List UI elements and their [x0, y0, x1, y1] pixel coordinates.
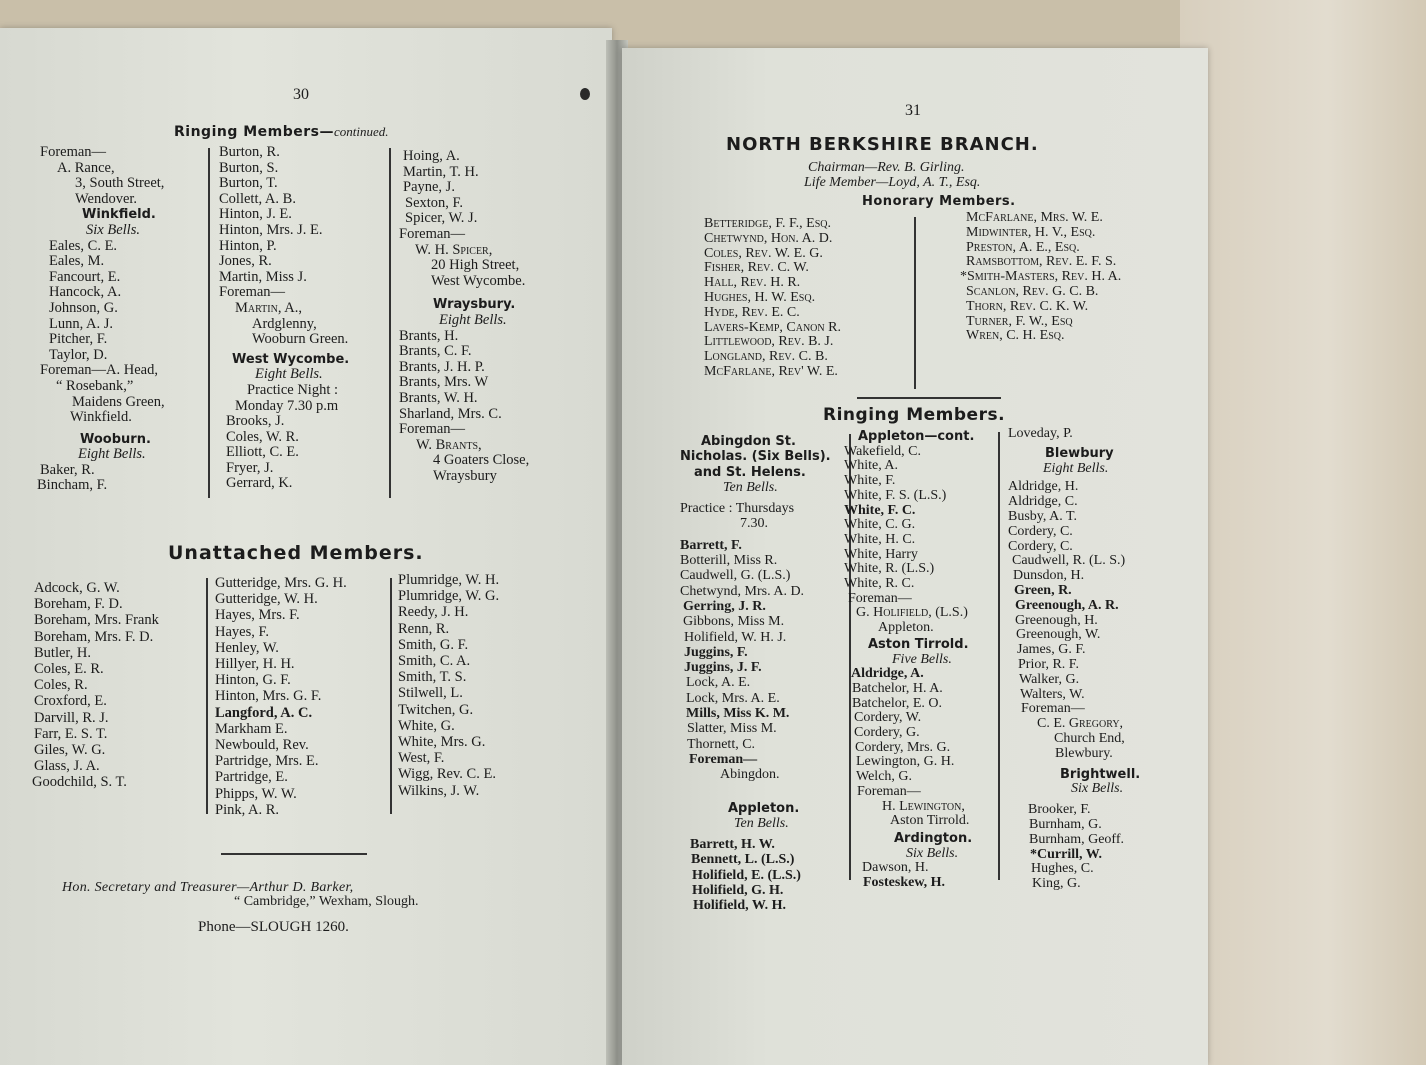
list-item: W. H. Spicer, [415, 241, 493, 258]
list-item: Brants, J. H. P. [399, 358, 485, 375]
list-item: Sharland, Mrs. C. [399, 405, 502, 422]
list-item: Hinton, J. E. [219, 206, 292, 223]
list-item: Baker, R. [40, 461, 95, 478]
list-item: White, F. C. [844, 502, 916, 518]
bells-note: Eight Bells. [255, 366, 323, 383]
list-item: Loveday, P. [1008, 426, 1073, 441]
list-item: G. Holifield, (L.S.) [856, 605, 968, 621]
list-item: Spicer, W. J. [405, 210, 478, 227]
list-item: Smith, C. A. [398, 653, 471, 670]
list-item: Brants, Mrs. W [399, 374, 489, 391]
list-item: Gutteridge, Mrs. G. H. [215, 575, 347, 591]
list-item: Darvill, R. J. [34, 709, 109, 726]
list-item: H. Lewington, [882, 798, 965, 814]
list-item: 3, South Street, [75, 175, 165, 192]
list-item: White, F. [844, 473, 896, 489]
list-item: Slatter, Miss M. [687, 721, 777, 737]
bells-note: Eight Bells. [439, 311, 507, 328]
tower-heading: Appleton. [728, 800, 800, 816]
list-item: Juggins, F. [684, 644, 748, 660]
list-item: Brooks, J. [226, 413, 285, 430]
tower-heading: West Wycombe. [232, 351, 350, 367]
list-item: White, H. C. [844, 531, 916, 547]
list-item: Langford, A. C. [215, 704, 313, 721]
list-item: Fryer, J. [226, 459, 274, 476]
page-number-left: 30 [293, 86, 309, 103]
ringing-members-continued-heading [174, 124, 389, 140]
ringing-heading-text: Ringing Members— [174, 124, 334, 140]
list-item: Foreman— [848, 590, 912, 606]
tower-heading [844, 430, 999, 445]
list-item: Goodchild, S. T. [32, 774, 127, 791]
secretary-line-1: Hon. Secretary and Treasurer—Arthur D. Barker, [62, 880, 354, 895]
list-item: Burton, S. [219, 159, 279, 176]
list-item: Cordery, Mrs. G. [855, 739, 951, 755]
list-item: W. Brants, [416, 436, 482, 453]
list-item: Batchelor, H. A. [852, 680, 943, 696]
staple-hole-left [580, 88, 590, 100]
list-item: Hayes, Mrs. F. [215, 607, 300, 624]
footer-rule [221, 853, 367, 855]
list-item: Partridge, Mrs. E. [215, 753, 319, 770]
list-item: Aldridge, A. [851, 666, 924, 682]
list-item: White, G. [398, 717, 455, 734]
list-item: Ardglenny, [252, 315, 317, 332]
list-item: Martin, Miss J. [219, 268, 307, 285]
list-item: Cordery, W. [854, 710, 922, 726]
list-item: Farr, E. S. T. [34, 725, 108, 742]
bells-note: Six Bells. [906, 845, 959, 861]
column-divider [390, 578, 392, 814]
list-item: Bincham, F. [37, 477, 108, 494]
list-item: Turner, F. W., Esq [966, 313, 1073, 329]
list-item: Foreman— [689, 751, 758, 767]
ringing-column-1 [37, 144, 205, 494]
honorary-members-heading: Honorary Members. [862, 194, 1016, 209]
list-item: Abingdon. [720, 767, 780, 783]
list-item: Holifield, W. H. [693, 898, 786, 914]
chairman-line: Chairman—Rev. B. Girling. [808, 160, 965, 175]
tower-heading: Aston Tirrold. [868, 636, 969, 652]
tower-heading: Abingdon St. [701, 434, 796, 449]
list-item: Chetwynd, Hon. A. D. [704, 230, 833, 246]
list-item: Holifield, G. H. [692, 883, 784, 899]
list-item: Hinton, P. [219, 237, 277, 254]
list-item: Johnson, G. [49, 299, 118, 316]
list-item: Prior, R. F. [1018, 656, 1079, 672]
list-item: Brooker, F. [1028, 802, 1091, 818]
list-item: Martin, A., [235, 299, 303, 316]
tower-heading: and St. Helens. [694, 464, 806, 480]
list-item: Foreman— [857, 783, 921, 799]
ringing-column-3 [399, 149, 579, 484]
list-item: Boreham, F. D. [34, 596, 123, 613]
list-item: Hoing, A. [403, 148, 460, 164]
list-item: Foreman—A. Head, [40, 362, 158, 379]
list-item: Renn, R. [398, 620, 450, 637]
list-item: Smith, G. F. [398, 636, 469, 653]
section-rule [857, 397, 1001, 399]
list-item: Plumridge, W. H. [398, 572, 500, 588]
list-item: Batchelor, E. O. [852, 695, 943, 711]
list-item: Lunn, A. J. [49, 315, 114, 332]
bells-note: Eight Bells. [78, 446, 146, 463]
list-item: Butler, H. [34, 644, 92, 661]
branch-title: NORTH BERKSHIRE BRANCH. [726, 134, 1039, 155]
list-item: Hillyer, H. H. [215, 656, 295, 673]
list-item: Wigg, Rev. C. E. [398, 766, 496, 783]
list-item: Wendover. [75, 190, 138, 207]
list-item: C. E. Gregory, [1037, 716, 1124, 732]
list-item: Chetwynd, Mrs. A. D. [680, 583, 805, 599]
list-item: Littlewood, Rev. B. J. [704, 334, 834, 350]
list-item: Eales, C. E. [49, 237, 118, 254]
bells-note: Six Bells. [1071, 781, 1124, 797]
bells-note: Six Bells. [86, 221, 140, 238]
list-item: Pink, A. R. [215, 801, 280, 818]
practice-note: 7.30. [740, 516, 768, 532]
list-item: Markham E. [215, 720, 288, 737]
tower-heading: Ardington. [894, 830, 973, 846]
list-item: Wraysbury [433, 467, 497, 484]
tower-heading: Wooburn. [80, 431, 151, 447]
list-item: Cordery, G. [854, 725, 920, 741]
list-item: Wakefield, C. [844, 443, 922, 459]
list-item: Greenough, W. [1016, 627, 1101, 643]
list-item: Partridge, E. [215, 769, 288, 786]
tower-heading-text: Appleton—cont. [858, 429, 975, 444]
list-item: Gutteridge, W. H. [215, 591, 318, 608]
list-item: Thorn, Rev. C. K. W. [966, 298, 1089, 314]
list-item: Thornett, C. [687, 736, 756, 752]
list-item: Green, R. [1014, 582, 1072, 598]
list-item: Bennett, L. (L.S.) [691, 852, 795, 868]
practice-note: Monday 7.30 p.m [235, 397, 339, 414]
list-item: Cordery, C. [1008, 523, 1073, 539]
list-item: Adcock, G. W. [34, 580, 120, 596]
list-item: West, F. [398, 750, 445, 767]
list-item: Lewington, G. H. [856, 754, 955, 770]
list-item: “ Rosebank,” [56, 377, 134, 394]
list-item: Burton, T. [219, 175, 278, 192]
list-item: Foreman— [40, 144, 107, 160]
list-item: 4 Goaters Close, [433, 452, 530, 469]
list-item: Twitchen, G. [398, 701, 474, 718]
list-item: White, C. G. [844, 517, 916, 533]
list-item: White, R. (L.S.) [844, 561, 935, 577]
list-item: Preston, A. E., Esq. [966, 239, 1080, 255]
list-item: Burton, R. [219, 144, 280, 160]
list-item: Hyde, Rev. E. C. [704, 304, 800, 320]
list-item: Boreham, Mrs. Frank [34, 612, 159, 629]
list-item: Newbould, Rev. [215, 737, 309, 754]
list-item: King, G. [1032, 876, 1081, 892]
tower-heading: Blewbury [1045, 445, 1114, 461]
list-item: Wren, C. H. Esq. [966, 328, 1065, 344]
list-item: Gerring, J. R. [683, 598, 766, 614]
list-item: *Smith-Masters, Rev. H. A. [960, 269, 1122, 285]
list-item: Dawson, H. [862, 860, 929, 876]
list-item: Brants, W. H. [399, 389, 478, 406]
list-item: Hinton, Mrs. G. F. [215, 688, 322, 705]
list-item: Caudwell, G. (L.S.) [680, 568, 791, 584]
bells-note: Five Bells. [892, 651, 952, 667]
list-item: Croxford, E. [34, 693, 107, 710]
honorary-column-2 [960, 210, 1166, 344]
list-item: Taylor, D. [49, 346, 108, 363]
list-item: Elliott, C. E. [226, 444, 299, 461]
column-divider [206, 578, 208, 814]
practice-note: Practice : Thursdays [680, 501, 795, 517]
list-item: Barrett, F. [680, 537, 742, 553]
list-item: Aldridge, H. [1008, 479, 1079, 495]
list-item: Barrett, H. W. [690, 837, 775, 853]
list-item: Aston Tirrold. [890, 813, 970, 829]
list-item: Hughes, C. [1031, 861, 1094, 877]
list-item: Plumridge, W. G. [398, 588, 500, 605]
list-item: Collett, A. B. [219, 190, 296, 207]
list-item: Eales, M. [49, 253, 105, 270]
list-item: Coles, W. R. [226, 428, 299, 445]
list-item: Wilkins, J. W. [398, 782, 480, 799]
ringing-column-2 [219, 145, 389, 492]
list-item: Payne, J. [403, 179, 455, 196]
ringing-column-abingdon [680, 434, 840, 914]
list-item: Gerrard, K. [226, 475, 293, 492]
list-item: Reedy, J. H. [398, 604, 469, 621]
ringing-column-blewbury [1008, 427, 1173, 892]
list-item: Midwinter, H. V., Esq. [966, 224, 1096, 240]
list-item: Foreman— [1021, 701, 1085, 717]
list-item: Foreman— [399, 225, 466, 242]
phone-line: Phone—SLOUGH 1260. [198, 919, 349, 935]
column-divider [208, 148, 210, 498]
list-item: Coles, E. R. [34, 661, 104, 678]
list-item: Ramsbottom, Rev. E. F. S. [966, 254, 1117, 270]
list-item: Aldridge, C. [1008, 494, 1078, 510]
list-item: 20 High Street, [431, 257, 520, 274]
page-number-right: 31 [905, 102, 921, 119]
list-item: Wooburn Green. [252, 331, 349, 348]
list-item: Smith, T. S. [398, 669, 467, 686]
list-item: White, A. [844, 458, 899, 474]
list-item: Scanlon, Rev. G. C. B. [966, 283, 1099, 299]
tower-heading: Nicholas. (Six Bells). [680, 449, 831, 465]
list-item: Hinton, Mrs. J. E. [219, 221, 323, 238]
list-item: *Currill, W. [1030, 846, 1102, 862]
bells-note: Ten Bells. [734, 815, 789, 831]
list-item: Stilwell, L. [398, 685, 463, 702]
honorary-column-1 [704, 217, 909, 380]
list-item: Brants, C. F. [399, 343, 472, 360]
tower-heading: Winkfield. [82, 207, 156, 223]
practice-note: Practice Night : [247, 381, 339, 398]
list-item: Caudwell, R. (L. S.) [1012, 553, 1126, 569]
list-item: Burnham, Geoff. [1029, 831, 1124, 847]
list-item: Busby, A. T. [1008, 508, 1077, 524]
list-item: Coles, Rev. W. E. G. [704, 245, 823, 261]
list-item: Blewbury. [1055, 745, 1113, 761]
list-item: Greenough, A. R. [1015, 597, 1119, 613]
list-item: Mills, Miss K. M. [686, 706, 790, 722]
list-item: Fisher, Rev. C. W. [704, 260, 809, 276]
list-item: Hall, Rev. H. R. [704, 275, 801, 291]
list-item: Lock, Mrs. A. E. [686, 690, 780, 706]
list-item: White, F. S. (L.S.) [844, 487, 947, 503]
unattached-members-heading: Unattached Members. [168, 542, 424, 564]
column-divider [389, 148, 391, 498]
list-item: McFarlane, Rev' W. E. [704, 363, 838, 379]
list-item: Walters, W. [1020, 686, 1085, 702]
list-item: Fancourt, E. [49, 268, 121, 285]
list-item: McFarlane, Mrs. W. E. [966, 210, 1103, 225]
list-item: White, R. C. [844, 576, 915, 592]
column-divider [914, 217, 916, 389]
ringing-heading-continued: continued. [334, 124, 389, 139]
list-item: Cordery, C. [1008, 538, 1073, 554]
list-item: Foreman— [219, 284, 286, 301]
list-item: White, Harry [844, 546, 918, 562]
list-item: Winkfield. [70, 409, 132, 426]
list-item: James, G. F. [1017, 642, 1086, 658]
list-item: Hancock, A. [49, 284, 122, 301]
table-surface [1180, 0, 1426, 1065]
list-item: Welch, G. [856, 769, 913, 785]
list-item: Brants, H. [399, 327, 459, 344]
list-item: Walker, G. [1019, 671, 1080, 687]
list-item: Giles, W. G. [34, 742, 106, 759]
list-item: Fosteskew, H. [863, 875, 946, 891]
ringing-column-appleton [844, 430, 999, 891]
list-item: Longland, Rev. C. B. [704, 349, 828, 365]
list-item: Burnham, G. [1029, 816, 1102, 832]
list-item: Gibbons, Miss M. [683, 614, 785, 630]
list-item: Juggins, J. F. [684, 660, 762, 676]
tower-heading: Wraysbury. [433, 297, 516, 313]
tower-heading: Brightwell. [1060, 766, 1141, 782]
bells-note: Ten Bells. [723, 479, 778, 495]
list-item: Coles, R. [34, 677, 88, 694]
list-item: Jones, R. [219, 253, 272, 270]
list-item: Lavers-Kemp, Canon R. [704, 319, 841, 335]
bells-note: Eight Bells. [1043, 460, 1109, 476]
list-item: Greenough, H. [1015, 612, 1098, 628]
list-item: Henley, W. [215, 639, 279, 656]
list-item: Phipps, W. W. [215, 785, 297, 802]
list-item: Hinton, G. F. [215, 672, 291, 689]
list-item: West Wycombe. [431, 272, 526, 289]
list-item: A. Rance, [57, 159, 115, 176]
list-item: Holifield, E. (L.S.) [692, 867, 801, 883]
life-member-line: Life Member—Loyd, A. T., Esq. [804, 175, 981, 190]
unattached-column-3 [398, 572, 578, 799]
list-item: Holifield, W. H. J. [684, 629, 787, 645]
list-item: Betteridge, F. F., Esq. [704, 216, 831, 231]
list-item: Church End, [1054, 730, 1125, 746]
list-item: Botterill, Miss R. [680, 553, 778, 569]
list-item: Dunsdon, H. [1013, 568, 1085, 584]
secretary-line-2: “ Cambridge,” Wexham, Slough. [234, 894, 419, 909]
list-item: Sexton, F. [405, 194, 464, 211]
list-item: Martin, T. H. [403, 163, 479, 180]
list-item: White, Mrs. G. [398, 734, 486, 751]
unattached-column-1 [34, 580, 204, 791]
list-item: Glass, J. A. [34, 758, 100, 775]
list-item: Foreman— [399, 421, 466, 438]
list-item: Maidens Green, [72, 393, 165, 410]
list-item: Lock, A. E. [686, 675, 751, 691]
list-item: Boreham, Mrs. F. D. [34, 628, 154, 645]
ringing-members-heading: Ringing Members. [823, 405, 1006, 425]
list-item: Hughes, H. W. Esq. [704, 289, 816, 305]
list-item: Pitcher, F. [49, 331, 108, 348]
list-item: Hayes, F. [215, 623, 270, 640]
list-item: Appleton. [878, 620, 934, 636]
column-divider [998, 432, 1000, 880]
unattached-column-2 [215, 575, 390, 818]
